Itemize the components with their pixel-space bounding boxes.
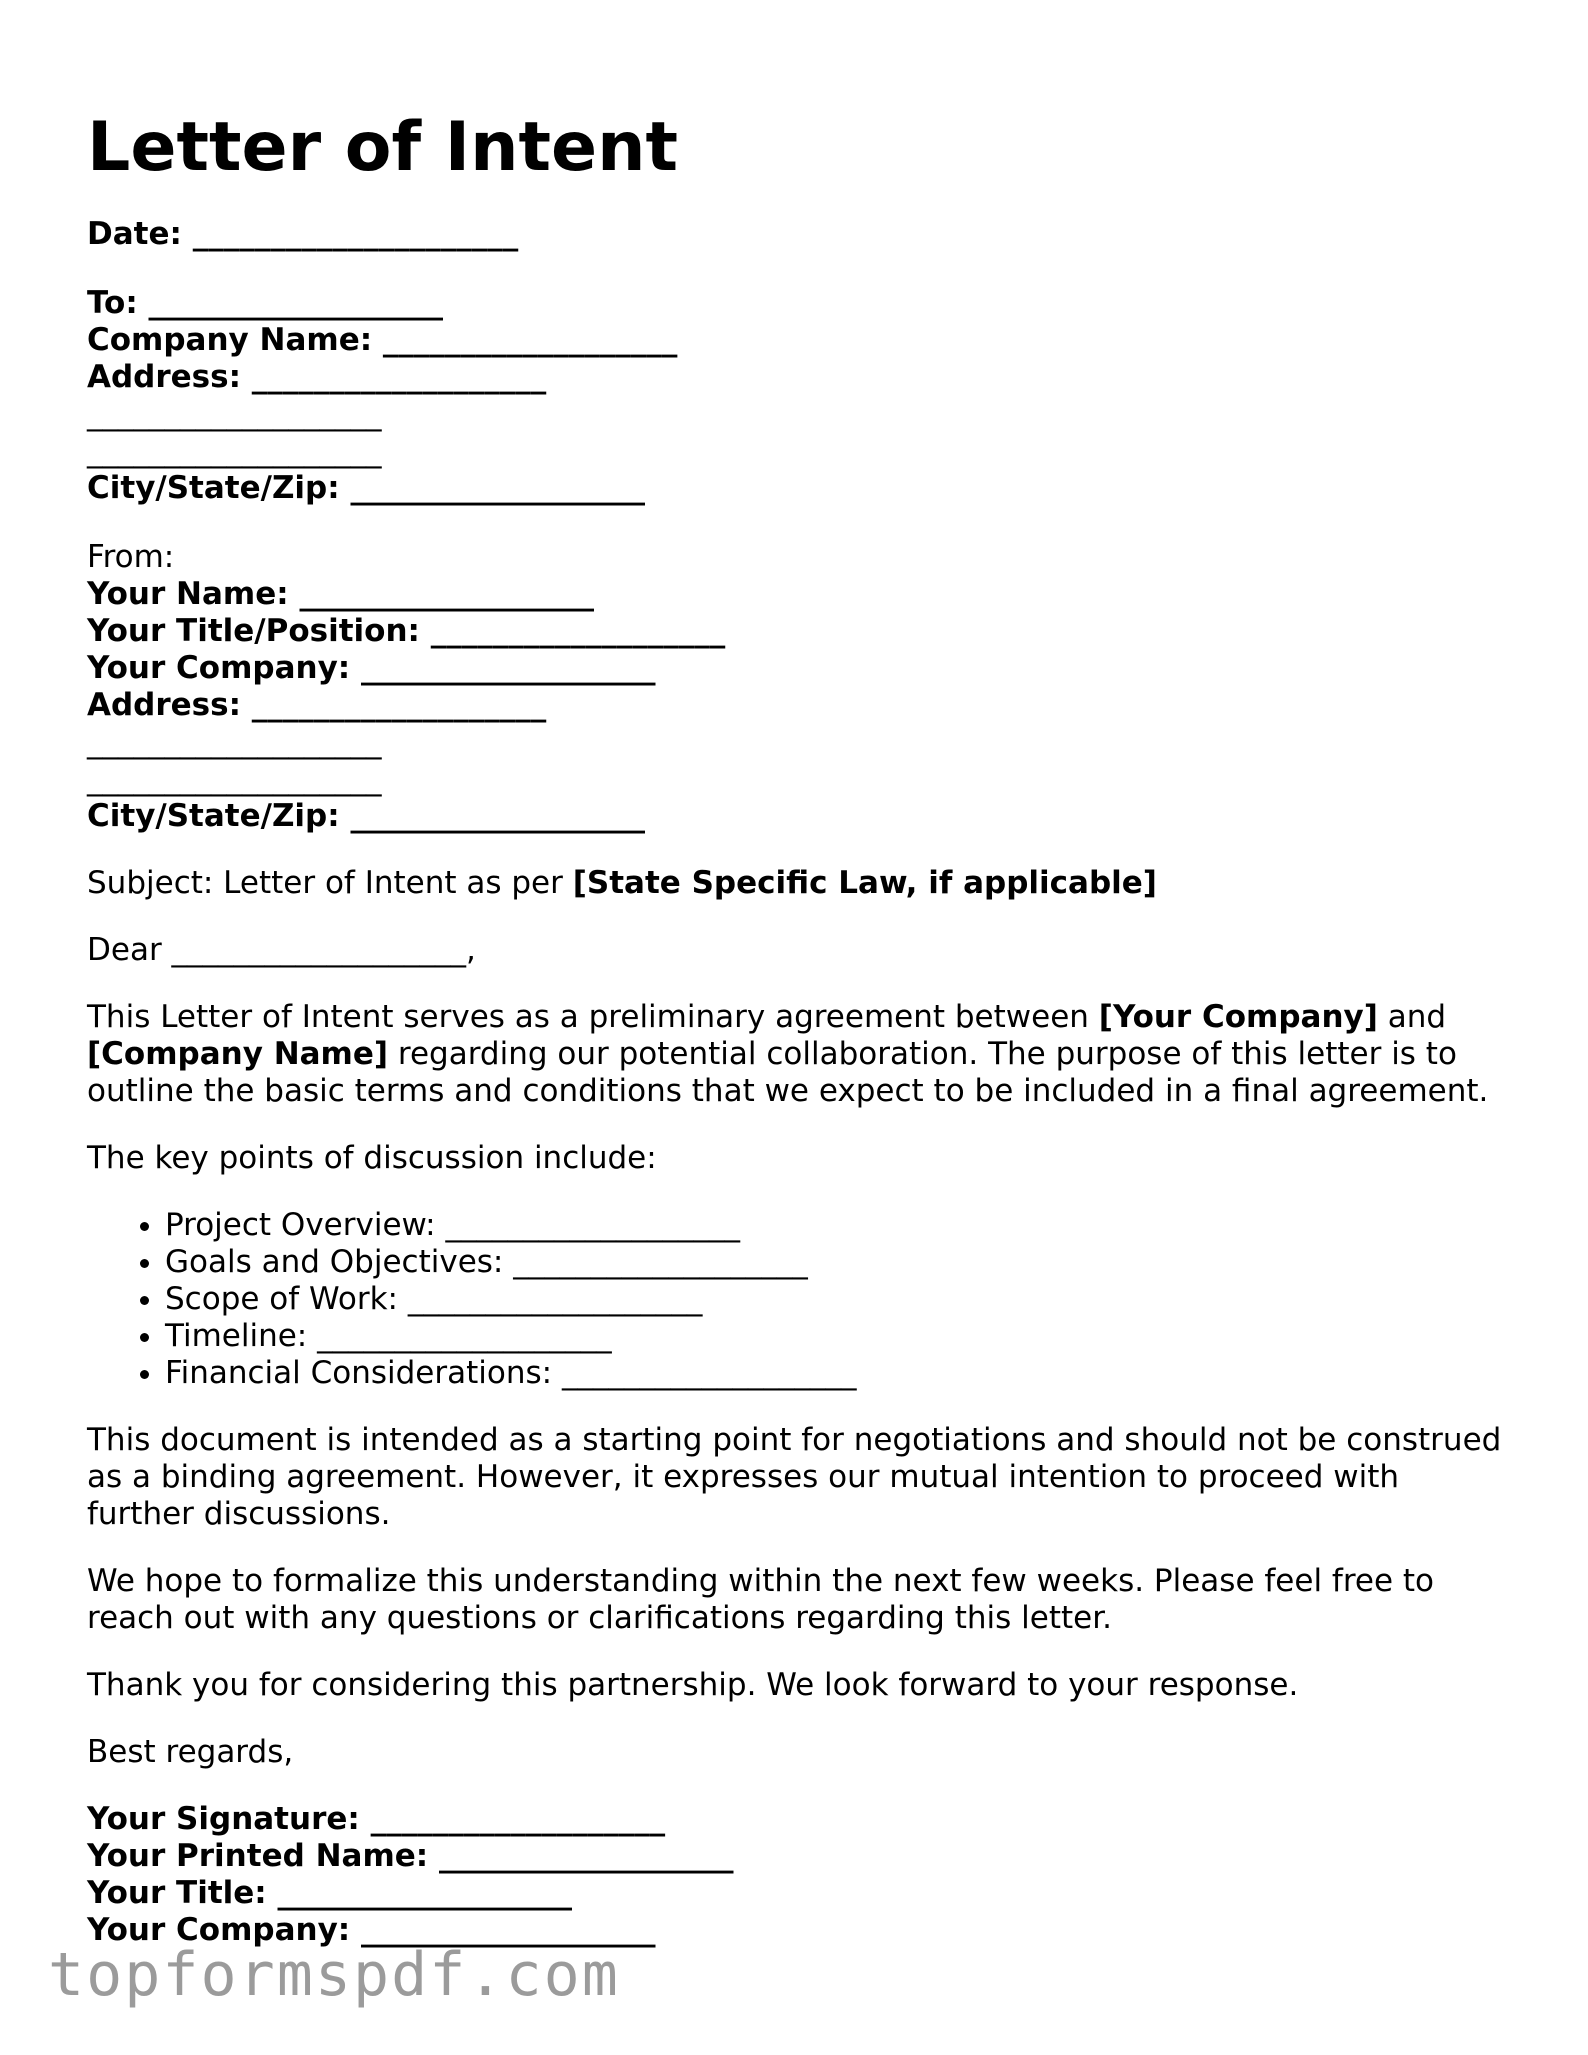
from-title-line xyxy=(87,613,1507,650)
from-name-label: Your Name: xyxy=(87,576,289,612)
to-company-label: Company Name: xyxy=(87,322,373,358)
sig-company-blank: ___________________ xyxy=(360,1912,656,1948)
key-points-intro: The key points of discussion include: xyxy=(87,1140,657,1176)
sig-title-line xyxy=(87,1875,1507,1912)
salutation-suffix: , xyxy=(466,932,476,968)
from-city-line xyxy=(87,798,1507,835)
key-point-label: Scope of Work: xyxy=(165,1281,398,1317)
from-company-line xyxy=(87,650,1507,687)
date-blank: _____________________ xyxy=(192,216,519,252)
subject-line xyxy=(87,865,1507,902)
to-company-line xyxy=(87,322,1507,359)
subject-prefix: Subject: Letter of Intent as per xyxy=(87,865,573,901)
intro-company-name: [Company Name] xyxy=(87,1036,389,1072)
formalize-paragraph: We hope to formalize this understanding within the next few weeks. Please feel free to reach out with any questions or clarifications regarding this letter. xyxy=(87,1563,1435,1636)
to-city-line xyxy=(87,470,1507,507)
from-company-label: Your Company: xyxy=(87,650,351,686)
to-city-blank: ___________________ xyxy=(350,470,645,506)
key-point-blank: ___________________ xyxy=(561,1355,857,1391)
key-point-blank: ___________________ xyxy=(407,1281,703,1317)
recipient-block xyxy=(87,285,1507,507)
thanks-paragraph: Thank you for considering this partnership. We look forward to your response. xyxy=(87,1667,1299,1703)
to-address-blank-line-2: ___________________ xyxy=(87,396,382,432)
key-point-label: Goals and Objectives: xyxy=(165,1244,504,1280)
watermark: topformspdf.com xyxy=(48,1940,620,2010)
sig-company-label: Your Company: xyxy=(87,1912,351,1948)
sender-block xyxy=(87,539,1507,835)
intro-your-company: [Your Company] xyxy=(1098,999,1378,1035)
salutation-prefix: Dear xyxy=(87,932,172,968)
from-label: From: xyxy=(87,539,175,575)
to-address-label: Address: xyxy=(87,359,241,395)
to-company-blank: ___________________ xyxy=(382,322,678,358)
from-address-blank-line-3: ___________________ xyxy=(87,761,382,797)
list-item xyxy=(165,1207,1507,1244)
from-name-line xyxy=(87,576,1507,613)
from-title-blank: ___________________ xyxy=(430,613,726,649)
salutation-blank: ___________________ xyxy=(171,932,467,968)
date-label: Date: xyxy=(87,216,182,252)
list-item xyxy=(165,1281,1507,1318)
intro-part2: and xyxy=(1377,999,1447,1035)
binding-paragraph: This document is intended as a starting point for negotiations and should not be construed as a binding agreement. However, it expresses our mutual intention to proceed with further discussions. xyxy=(87,1422,1502,1532)
sig-title-blank: ___________________ xyxy=(277,1875,572,1911)
key-point-label: Project Overview: xyxy=(165,1207,436,1243)
page-title: Letter of Intent xyxy=(87,108,679,187)
from-company-blank: ___________________ xyxy=(360,650,656,686)
to-line xyxy=(87,285,1507,322)
signature-label: Your Signature: xyxy=(87,1801,360,1837)
from-address-blank: ___________________ xyxy=(251,687,547,723)
to-address-blank-line-3: ___________________ xyxy=(87,433,382,469)
from-title-label: Your Title/Position: xyxy=(87,613,420,649)
to-city-label: City/State/Zip: xyxy=(87,470,340,506)
subject-law: [State Specific Law, if applicable] xyxy=(572,865,1157,901)
key-point-blank: ___________________ xyxy=(513,1244,808,1280)
list-item xyxy=(165,1355,1507,1392)
intro-part1: This Letter of Intent serves as a preliminary agreement between xyxy=(87,999,1099,1035)
from-name-blank: ___________________ xyxy=(299,576,594,612)
list-item xyxy=(165,1318,1507,1355)
printed-name-blank: ___________________ xyxy=(438,1838,734,1874)
list-item xyxy=(165,1244,1507,1281)
intro-paragraph xyxy=(87,999,1507,1110)
from-address-line xyxy=(87,687,1507,724)
from-address-label: Address: xyxy=(87,687,241,723)
to-blank: ___________________ xyxy=(148,285,444,321)
signature-blank: ___________________ xyxy=(370,1801,666,1837)
key-point-label: Timeline: xyxy=(165,1318,308,1354)
key-points-list xyxy=(87,1207,1507,1392)
closing-line: Best regards, xyxy=(87,1734,294,1770)
to-label: To: xyxy=(87,285,138,321)
key-point-label: Financial Considerations: xyxy=(165,1355,553,1391)
from-city-blank: ___________________ xyxy=(350,798,645,834)
from-address-blank-line-2: ___________________ xyxy=(87,724,382,760)
from-city-label: City/State/Zip: xyxy=(87,798,340,834)
salutation-line xyxy=(87,932,1507,969)
date-line xyxy=(87,216,1507,253)
signature-block xyxy=(87,1801,1507,1949)
to-address-line xyxy=(87,359,1507,396)
printed-name-line xyxy=(87,1838,1507,1875)
printed-name-label: Your Printed Name: xyxy=(87,1838,429,1874)
key-point-blank: ___________________ xyxy=(317,1318,612,1354)
to-address-blank: ___________________ xyxy=(251,359,547,395)
intro-part3: regarding our potential collaboration. The purpose of this letter is to outline the basic terms and conditions that we expect to be included in a final agreement. xyxy=(87,1036,1489,1109)
key-point-blank: ___________________ xyxy=(445,1207,740,1243)
signature-line xyxy=(87,1801,1507,1838)
letter-page xyxy=(87,108,1507,1949)
sig-title-label: Your Title: xyxy=(87,1875,267,1911)
